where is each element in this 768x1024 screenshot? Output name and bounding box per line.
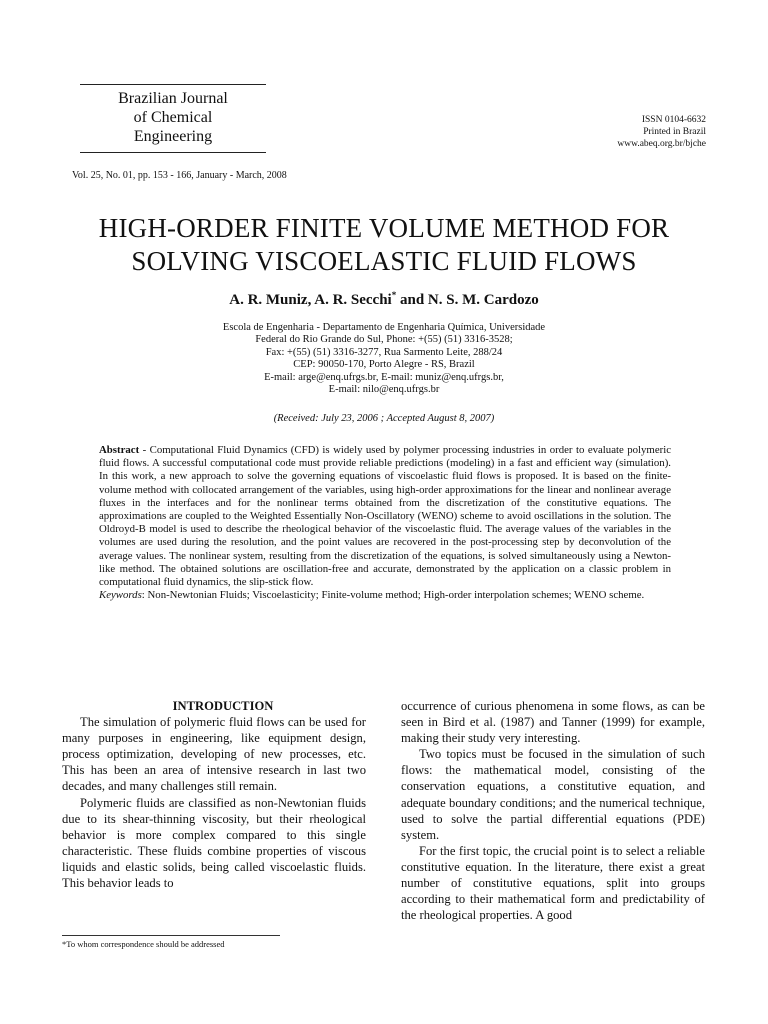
volume-line: Vol. 25, No. 01, pp. 153 - 166, January - March, 2008 bbox=[72, 170, 287, 181]
body-paragraph: Two topics must be focused in the simulation of such flows: the mathematical model, consisting of the conservation equations, a constitutive equation, and adequate boundary conditions; and the numerical technique, used to solve the partial differential equations (PDE) system. bbox=[401, 747, 705, 842]
abstract-text: - Computational Fluid Dynamics (CFD) is widely used by polymer processing industries in order to evaluate polymeric fluid flows. A successful computational code must provide reliable predictions (modeling) in a fast and efficient way (simulation). In this work, a new approach to solve the governing equations of viscoelastic fluid flows is proposed. It is based on the finite-volume method with collocated arrangement of the variables, using high-order approximations for the linear and nonlinear average fluxes in the interfaces and for the nonlinear terms obtained from the discretization of the constitutive equations. The approximations are coupled to the Weighted Essentially Non-Oscillatory (WENO) scheme to avoid oscillations in the solution. The Oldroyd-B model is used to describe the rheological behavior of the viscoelastic fluid. The average values of the variables in the volumes are used during the resolution, and the point values are recovered in the post-processing step by deconvolution of the average values. The nonlinear system, resulting from the discretization of the equations, is solved simultaneously using a Newton-like method. The obtained solutions are oscillation-free and accurate, demonstrated by the application on a classic problem in computational fluid dynamics, the slip-stick flow. bbox=[99, 444, 671, 589]
keywords-label: Keywords bbox=[99, 589, 142, 602]
authors bbox=[0, 290, 768, 309]
body-paragraph: occurrence of curious phenomena in some flows, as can be seen in Bird et al. (1987) and Tanner (1999) for example, making their study very interesting. bbox=[401, 699, 705, 746]
publication-info bbox=[617, 114, 706, 150]
affiliation-line: CEP: 90050-170, Porto Alegre - RS, Brazil bbox=[293, 359, 475, 371]
body-paragraph: For the first topic, the crucial point is to select a reliable constitutive equation. In the literature, there exist a great number of constitutive equations, split into groups according to their mathematical form and predictability of the rheological properties. A good bbox=[401, 843, 705, 923]
body-paragraph: Polymeric fluids are classified as non-Newtonian fluids due to its shear-thinning viscosity, but their rheological behavior is more complex compared to this single characteristic. These fluids combine properties of viscous liquids and elastic solids, being called viscoelastic fluids. This behavior leads to bbox=[62, 795, 366, 891]
footnote: *To whom correspondence should be addressed bbox=[62, 939, 225, 949]
affiliation-email-line: E-mail: arge@enq.ufrgs.br, E-mail: muniz@enq.ufrgs.br, bbox=[264, 371, 504, 383]
affiliation-email-line: E-mail: nilo@enq.ufrgs.br bbox=[328, 384, 440, 396]
journal-name-block bbox=[80, 84, 266, 153]
footnote-divider bbox=[62, 935, 280, 936]
body-paragraph: The simulation of polymeric fluid flows can be used for many purposes in engineering, like equipment design, process optimization, developing of new processes, etc. This has been an area of intensive research in last two decades, and many challenges still remain. bbox=[62, 715, 366, 794]
article-title bbox=[0, 212, 768, 278]
journal-website[interactable]: www.abeq.org.br/bjche bbox=[617, 139, 706, 149]
affiliation-line: Fax: +(55) (51) 3316-3277, Rua Sarmento Leite, 288/24 bbox=[265, 346, 503, 358]
issn: ISSN 0104-6632 bbox=[641, 115, 706, 125]
affiliation-line: Escola de Engenharia - Departamento de Engenharia Química, Universidade bbox=[222, 322, 546, 333]
authors-part1: A. R. Muniz, A. R. Secchi bbox=[229, 292, 392, 308]
abstract-label: Abstract bbox=[99, 444, 140, 456]
journal-name-line2: of Chemical bbox=[133, 109, 213, 126]
abstract-paragraph bbox=[99, 444, 671, 589]
section-heading: INTRODUCTION bbox=[172, 699, 274, 713]
corresponding-mark: * bbox=[391, 290, 397, 300]
article-title-line2: SOLVING VISCOELASTIC FLUID FLOWS bbox=[131, 246, 637, 276]
journal-name-line1: Brazilian Journal bbox=[118, 90, 228, 107]
right-column bbox=[401, 698, 705, 923]
abstract bbox=[99, 444, 671, 602]
journal-name-line3: Engineering bbox=[133, 128, 213, 145]
keywords-text: : Non-Newtonian Fluids; Viscoelasticity; Finite-volume method; High-order interpolation schemes; WENO scheme. bbox=[141, 589, 645, 602]
authors-part2: and N. S. M. Cardozo bbox=[396, 292, 539, 308]
article-title-line1: HIGH-ORDER FINITE VOLUME METHOD FOR bbox=[98, 213, 670, 243]
left-column bbox=[62, 698, 366, 891]
affiliation-line: Federal do Rio Grande do Sul, Phone: +(55) (51) 3316-3528; bbox=[255, 334, 513, 346]
printed-in: Printed in Brazil bbox=[643, 127, 706, 137]
received-dates: (Received: July 23, 2006 ; Accepted August 8, 2007) bbox=[273, 413, 495, 424]
keywords-paragraph bbox=[99, 589, 671, 602]
affiliation bbox=[0, 322, 768, 396]
